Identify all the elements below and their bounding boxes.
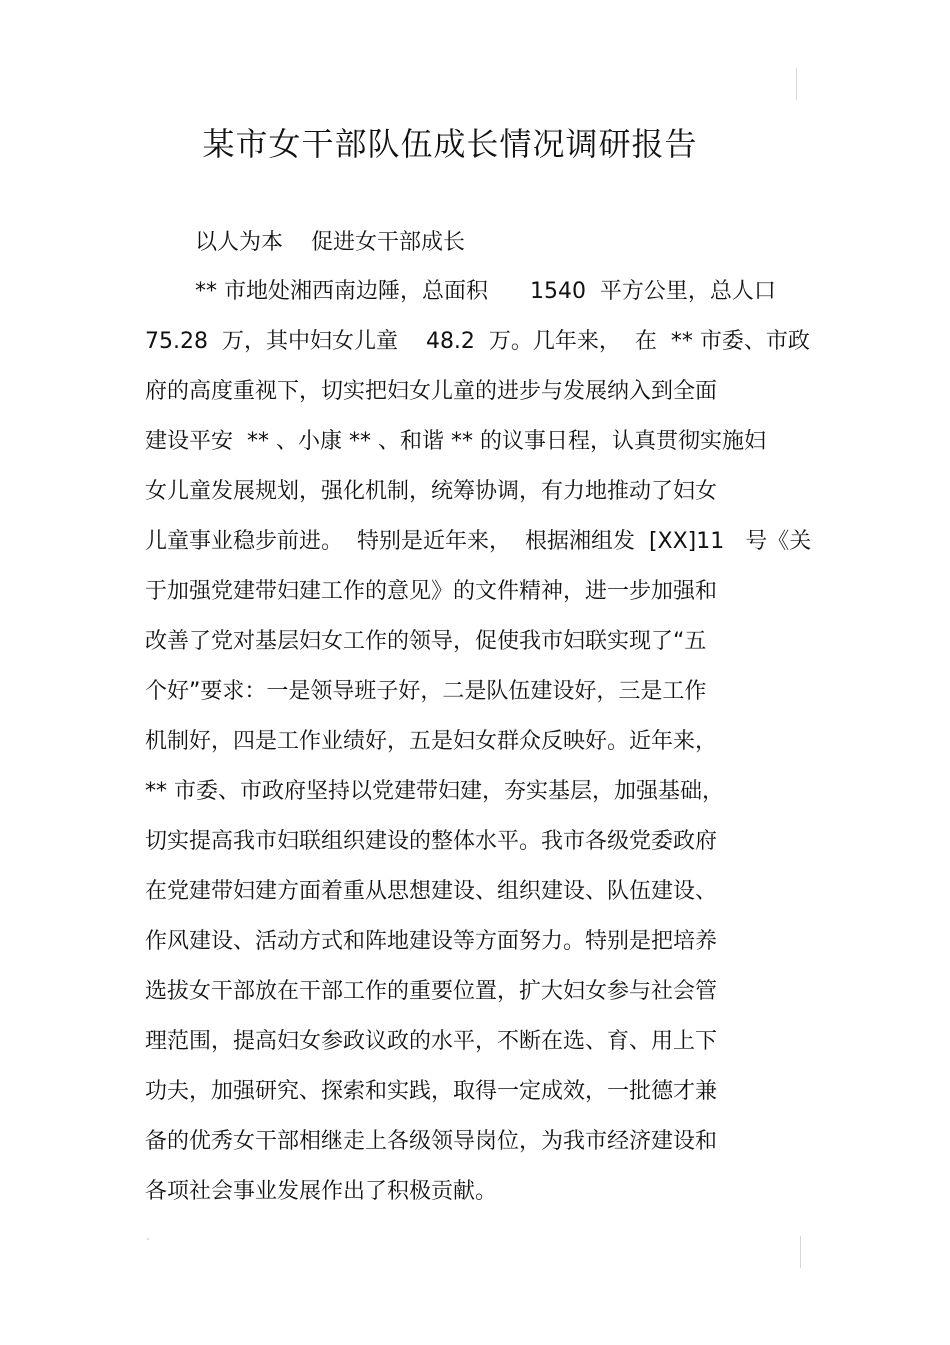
body-line: ** 市地处湘西南边陲，总面积 1540 平方公里，总人口 [195,279,776,304]
body-line: 75.28 万，其中妇女儿童 48.2 万。几年来， 在 ** 市委、市政 [145,329,810,354]
body-line: 各项社会事业发展作出了积极贡献。 [145,1179,498,1204]
body-line: ** 市委、市政府坚持以党建带妇建，夯实基层，加强基础， [145,779,724,804]
body-line: 改善了党对基层妇女工作的领导，促使我市妇联实现了“五 [145,629,707,654]
body-line: 儿童事业稳步前进。 特别是近年来， 根据湘组发 [XX]11 号《关 [145,529,812,554]
body-line: 建设平安 ** 、小康 ** 、和谐 ** 的议事日程，认真贯彻实施妇 [145,429,766,454]
body-line: 女儿童发展规划，强化机制，统筹协调，有力地推动了妇女 [145,479,718,504]
document-title: 某市女干部队伍成长情况调研报告 [202,125,698,163]
body-line: 功夫，加强研究、探索和实践，取得一定成效，一批德才兼 [145,1079,718,1104]
body-line: 备的优秀女干部相继走上各级领导岗位，为我市经济建设和 [145,1129,718,1154]
body-line: 在党建带妇建方面着重从思想建设、组织建设、队伍建设、 [145,879,718,904]
body-line: 作风建设、活动方式和阵地建设等方面努力。特别是把培养 [145,929,718,954]
page-edge-mark-bottom [800,1236,801,1268]
body-line: 于加强党建带妇建工作的意见》的文件精神，进一步加强和 [145,579,718,604]
body-line: 机制好，四是工作业绩好，五是妇女群众反映好。近年来， [145,729,718,754]
body-line: 切实提高我市妇联组织建设的整体水平。我市各级党委政府 [145,829,718,854]
body-line: 个好”要求：一是领导班子好，二是队伍建设好，三是工作 [145,679,707,704]
body-line: 理范围，提高妇女参政议政的水平，不断在选、育、用上下 [145,1029,718,1054]
document-subtitle: 以人为本 促进女干部成长 [195,230,465,255]
body-line: 选拔女干部放在干部工作的重要位置，扩大妇女参与社会管 [145,979,718,1004]
page-edge-mark-top [796,68,797,100]
page-edge-dot [147,1238,149,1240]
body-line: 府的高度重视下，切实把妇女儿童的进步与发展纳入到全面 [145,379,718,404]
